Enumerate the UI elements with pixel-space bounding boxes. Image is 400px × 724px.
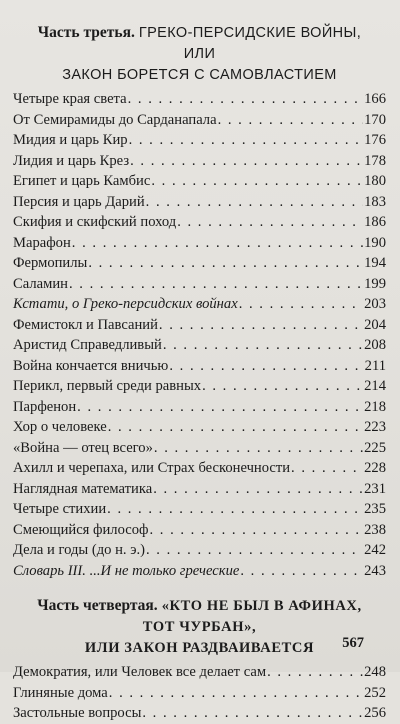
page-number: 567 <box>342 635 364 651</box>
part3-heading-line1 <box>13 22 386 44</box>
toc-entry-title: Словарь III. ...И не только греческие <box>13 562 240 579</box>
toc-entry <box>13 479 386 500</box>
toc-entry-page: 194 <box>364 255 386 271</box>
dot-leader <box>177 212 363 233</box>
toc-entry <box>13 438 386 459</box>
toc-entry-page: 166 <box>364 91 386 107</box>
dot-leader <box>108 417 363 438</box>
part4-title-line1: «КТО НЕ БЫЛ В АФИНАХ, <box>161 598 362 614</box>
dot-leader <box>72 233 363 254</box>
toc-entry-page: 170 <box>364 111 386 128</box>
toc-entry-title: Фемистокл и Павсаний <box>13 316 158 333</box>
part4-heading-line1 <box>13 595 386 617</box>
toc-entry-title: «Война — отец всего» <box>13 439 153 456</box>
dot-leader <box>240 561 363 582</box>
toc-entry-page: 204 <box>364 316 386 333</box>
dot-leader <box>218 110 363 131</box>
toc-entry-page: 248 <box>364 664 386 680</box>
toc-entry <box>13 703 386 724</box>
toc-entry-title: Глиняные дома <box>13 684 108 701</box>
toc-entry-page: 186 <box>364 214 386 230</box>
part3-entries <box>13 89 386 581</box>
dot-leader <box>163 335 363 356</box>
dot-leader <box>107 499 363 520</box>
toc-entry-title: Мидия и царь Кир <box>13 132 128 148</box>
part4-heading <box>13 595 386 659</box>
toc-entry-title: Четыре стихии <box>13 501 107 517</box>
toc-entry-page: 228 <box>364 460 386 476</box>
toc-entry <box>13 335 386 356</box>
dot-leader <box>129 130 363 151</box>
toc-entry-title: Демократия, или Человек все делает сам <box>13 664 267 680</box>
part3-title-line3: ЗАКОН БОРЕТСЯ С САМОВЛАСТИЕМ <box>62 67 337 83</box>
toc-entry <box>13 192 386 213</box>
toc-entry-page: 211 <box>364 357 386 374</box>
toc-entry-page: 223 <box>364 419 386 435</box>
dot-leader <box>267 662 363 683</box>
toc-entry-title: Лидия и царь Крез <box>13 152 130 169</box>
toc-entry-page: 176 <box>364 132 386 148</box>
toc-entry <box>13 376 386 397</box>
dot-leader <box>239 294 363 315</box>
part3-heading <box>13 22 386 86</box>
toc-entry <box>13 683 386 704</box>
toc-entry-title: От Семирамиды до Сарданапала <box>13 111 217 128</box>
dot-leader <box>154 438 363 459</box>
toc-entry-title: Парфенон <box>13 398 77 415</box>
toc-entry <box>13 151 386 172</box>
toc-entry-title: Кстати, о Греко-персидских войнах <box>13 296 238 312</box>
toc-entry <box>13 561 386 582</box>
part4-title-line3: ИЛИ ЗАКОН РАЗДВАИВАЕТСЯ <box>84 640 315 656</box>
toc-entry-page: 225 <box>364 439 386 456</box>
dot-leader <box>109 683 363 704</box>
toc-entry <box>13 130 386 151</box>
dot-leader <box>169 356 363 377</box>
dot-leader <box>146 540 363 561</box>
part3-title-line1: ГРЕКО-ПЕРСИДСКИЕ ВОЙНЫ, <box>138 25 362 41</box>
toc-entry <box>13 540 386 561</box>
toc-entry-page: 231 <box>364 480 386 497</box>
toc-entry <box>13 315 386 336</box>
toc-entry-page: 183 <box>364 193 386 210</box>
toc-entry <box>13 171 386 192</box>
part4-title-line2: ТОТ ЧУРБАН», <box>142 619 257 635</box>
dot-leader <box>202 376 363 397</box>
dot-leader <box>146 192 363 213</box>
toc-entry <box>13 274 386 295</box>
toc-entry-title: Саламин <box>13 275 68 292</box>
toc-entry-page: 199 <box>364 275 386 292</box>
dot-leader <box>130 151 363 172</box>
toc-entry-page: 252 <box>364 684 386 701</box>
part4-label: Часть четвертая. <box>37 597 158 614</box>
toc-entry-page: 243 <box>364 562 386 579</box>
toc-entry-title: Ахилл и черепаха, или Страх бесконечности <box>13 460 291 476</box>
toc-entry <box>13 397 386 418</box>
toc-entry-page: 203 <box>364 296 386 312</box>
dot-leader <box>149 520 363 541</box>
toc-entry-page: 238 <box>364 521 386 538</box>
toc-entry-title: Фермопилы <box>13 255 88 271</box>
toc-entry-title: Смеющийся философ <box>13 521 149 538</box>
toc-entry-title: Перикл, первый среди равных <box>13 378 202 394</box>
dot-leader <box>142 703 363 724</box>
toc-entry-title: Дела и годы (до н. э.) <box>13 542 145 558</box>
part3-label: Часть третья. <box>37 24 135 41</box>
dot-leader <box>128 89 363 110</box>
toc-entry <box>13 662 386 683</box>
toc-entry-page: 180 <box>364 173 386 189</box>
toc-entry <box>13 212 386 233</box>
toc-entry-page: 242 <box>364 542 386 558</box>
toc-entry <box>13 356 386 377</box>
toc-entry-page: 218 <box>364 398 386 415</box>
toc-entry-title: Застольные вопросы <box>13 705 142 721</box>
toc-entry-title: Марафон <box>13 234 71 251</box>
toc-entry-page: 178 <box>364 152 386 169</box>
toc-entry <box>13 89 386 110</box>
dot-leader <box>153 479 363 500</box>
toc-entry <box>13 110 386 131</box>
toc-entry-page: 208 <box>364 337 386 353</box>
toc-entry-title: Персия и царь Дарий <box>13 193 145 210</box>
toc-entry-title: Четыре края света <box>13 91 127 107</box>
toc-entry <box>13 417 386 438</box>
toc-entry <box>13 520 386 541</box>
toc-entry <box>13 294 386 315</box>
dot-leader <box>88 253 363 274</box>
toc-entry <box>13 499 386 520</box>
part3-title-line2: ИЛИ <box>183 46 216 62</box>
toc-entry-title: Наглядная математика <box>13 480 153 497</box>
part4-entries <box>13 662 386 724</box>
toc-entry-title: Скифия и скифский поход <box>13 214 177 230</box>
toc-entry-title: Аристид Справедливый <box>13 337 162 353</box>
dot-leader <box>77 397 363 418</box>
toc-entry <box>13 458 386 479</box>
toc-entry-title: Египет и царь Камбис <box>13 173 151 189</box>
dot-leader <box>69 274 363 295</box>
toc-entry-page: 190 <box>364 234 386 251</box>
toc-entry-page: 256 <box>364 705 386 721</box>
toc-entry-page: 214 <box>364 378 386 394</box>
toc-entry-page: 235 <box>364 501 386 517</box>
dot-leader <box>151 171 363 192</box>
dot-leader <box>291 458 363 479</box>
toc-entry <box>13 233 386 254</box>
dot-leader <box>159 315 363 336</box>
toc-entry-title: Хор о человеке <box>13 419 107 435</box>
toc-entry <box>13 253 386 274</box>
toc-entry-title: Война кончается вничью <box>13 357 169 374</box>
